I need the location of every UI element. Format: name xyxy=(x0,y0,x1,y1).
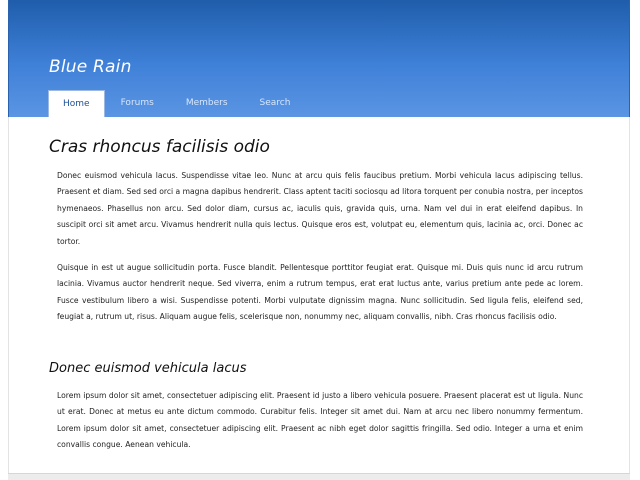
nav-tab-home[interactable]: Home xyxy=(48,90,105,117)
site-header xyxy=(8,0,630,117)
site-title[interactable]: Blue Rain xyxy=(49,57,132,77)
nav-tab-members[interactable]: Members xyxy=(185,98,228,108)
main-content xyxy=(8,117,630,473)
footer-bar xyxy=(8,473,630,480)
article-heading-2: Donec euismod vehicula lacus xyxy=(49,361,247,376)
article-paragraph-1: Donec euismod vehicula lacus. Suspendisse vitae leo. Nunc at arcu quis felis faucibus pretium. Morbi vehicula lacus adipiscing tellus. Praesent et diam. Sed sed orci a magna dapibus hendrerit. Class aptent taciti sociosqu ad litora torquent per conubia nostra, per inceptos hymenaeos. Phasellus non arcu. Sed dolor diam, cursus ac, iaculis quis, gravida quis, urna. Nam vel dui in erat eleifend dapibus. In suscipit orci sit amet arcu. Vivamus hendrerit nulla quis lectus. Quisque eros est, volutpat eu, elementum quis, lacinia ac, orci. Donec ac tortor. xyxy=(57,171,583,246)
article-paragraph-2: Quisque in est ut augue sollicitudin porta. Fusce blandit. Pellentesque porttitor feugiat erat. Quisque mi. Duis quis nunc id arcu rutrum lacinia. Vivamus auctor hendrerit neque. Sed viverra, enim a rutrum tempus, erat erat luctus ante, varius pretium ante pede ac lorem. Fusce vestibulum libero a wisi. Suspendisse potenti. Morbi vulputate dignissim magna. Nunc sollicitudin. Sed ligula felis, eleifend sed, feugiat a, rutrum ut, risus. Aliquam augue felis, scelerisque non, nonummy nec, aliquam convallis, nibh. Cras rhoncus facilisis odio. xyxy=(57,263,583,322)
article-paragraph-3: Lorem ipsum dolor sit amet, consectetuer adipiscing elit. Praesent id justo a libero vehicula posuere. Praesent placerat est ut ligula. Nunc ut erat. Donec at metus eu ante dictum commodo. Curabitur felis. Integer sit amet dui. Nam at arcu nec libero nonummy fermentum. Lorem ipsum dolor sit amet, consectetuer adipiscing elit. Praesent ac nibh eget dolor sagittis fringilla. Sed odio. Integer a urna et enim convallis congue. Aenean vehicula. xyxy=(57,391,583,450)
nav-tab-forums[interactable]: Forums xyxy=(120,98,154,108)
nav-tab-search[interactable]: Search xyxy=(259,98,291,108)
main-nav xyxy=(48,90,306,117)
article-heading-1: Cras rhoncus facilisis odio xyxy=(49,137,270,157)
